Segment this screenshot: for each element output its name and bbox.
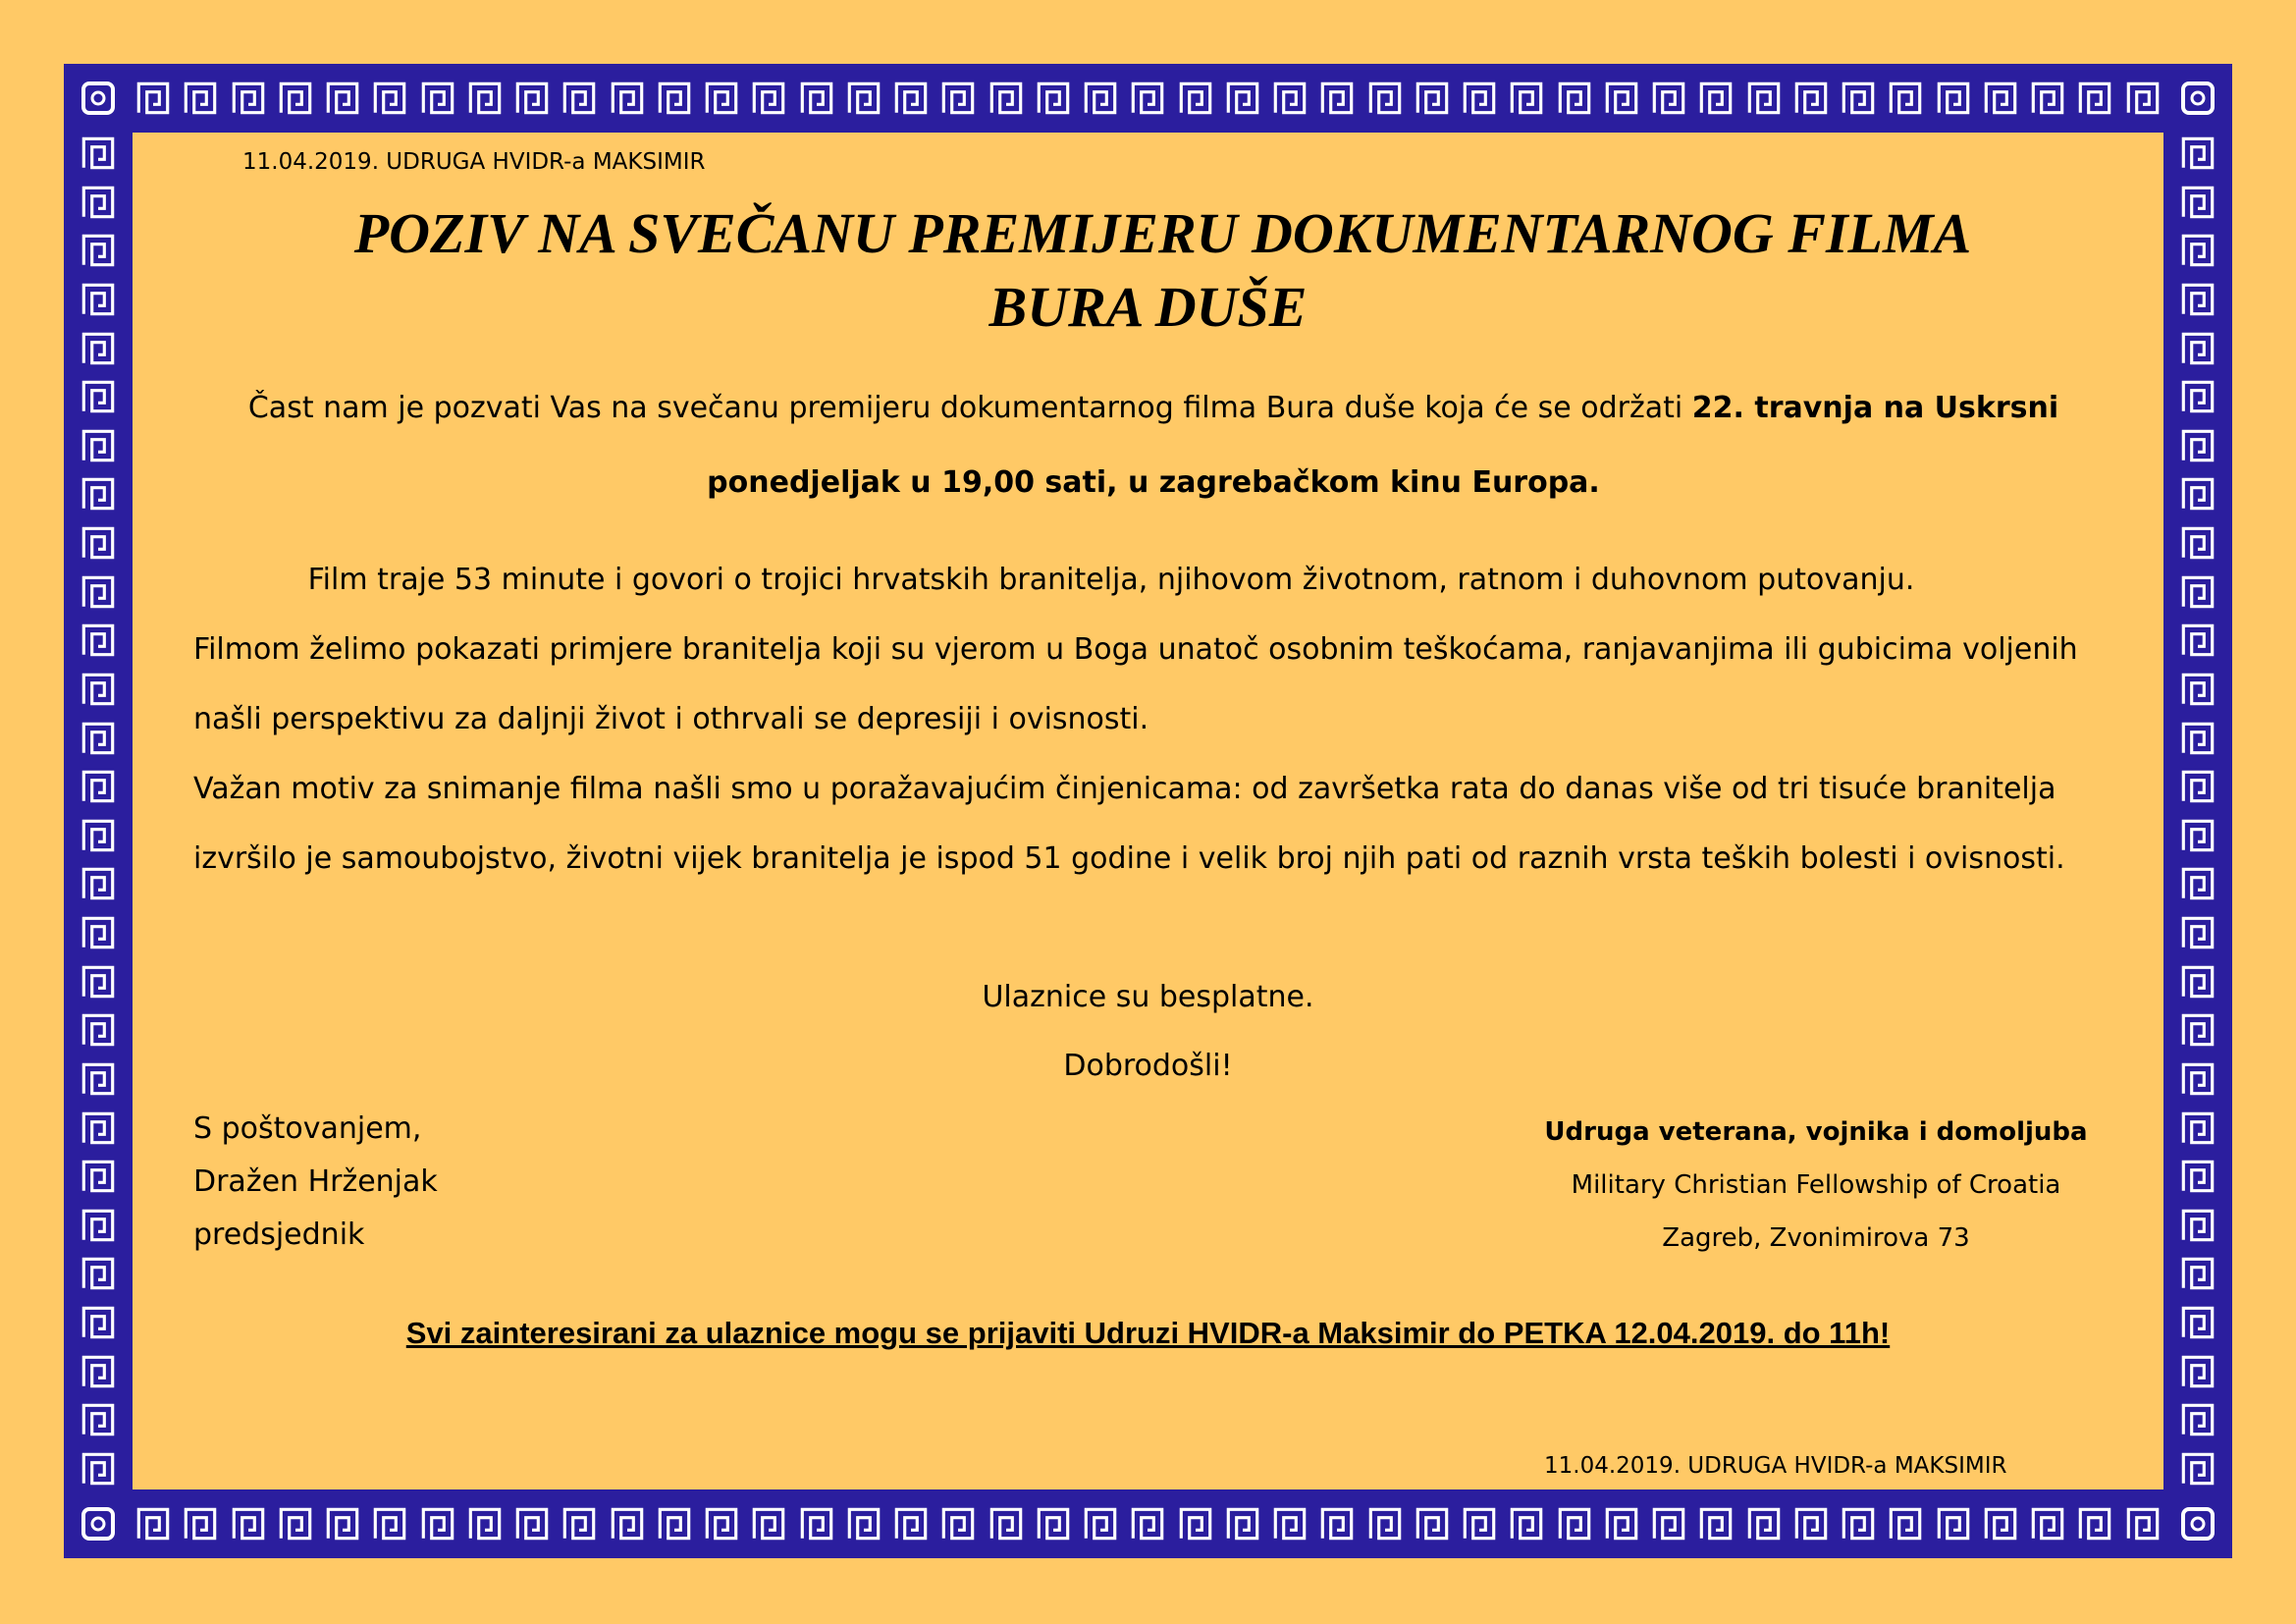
signatory-role: predsjednik bbox=[193, 1218, 365, 1252]
meander-tile-icon bbox=[1364, 78, 1406, 119]
meander-tile-icon bbox=[559, 1503, 600, 1544]
meander-tile-icon bbox=[133, 1503, 174, 1544]
meander-tile-icon bbox=[2177, 1399, 2218, 1440]
meander-tile-icon bbox=[1790, 1503, 1832, 1544]
signatory-name: Dražen Hrženjak bbox=[193, 1164, 438, 1199]
meander-tile-icon bbox=[1554, 1503, 1595, 1544]
meander-tile-icon bbox=[2074, 78, 2115, 119]
meander-tile-icon bbox=[1695, 1503, 1736, 1544]
meander-tile-icon bbox=[78, 376, 119, 417]
tickets-free-text: Ulaznice su besplatne. bbox=[982, 980, 1314, 1014]
meander-tile-icon bbox=[2177, 522, 2218, 564]
meander-tile-icon bbox=[78, 473, 119, 514]
meander-tile-icon bbox=[654, 78, 695, 119]
meander-tile-icon bbox=[1459, 78, 1500, 119]
meander-tile-icon bbox=[1033, 1503, 1074, 1544]
organization-block bbox=[1472, 1106, 2160, 1265]
meander-tile-icon bbox=[1790, 78, 1832, 119]
meander-tile-icon bbox=[1080, 1503, 1121, 1544]
meander-tile-icon bbox=[843, 78, 884, 119]
meander-tile-icon bbox=[654, 1503, 695, 1544]
meander-tile-icon bbox=[369, 1503, 410, 1544]
meander-tile-icon bbox=[1601, 1503, 1642, 1544]
meander-tile-icon bbox=[417, 78, 458, 119]
meander-tile-icon bbox=[1222, 1503, 1263, 1544]
meander-tile-icon bbox=[559, 78, 600, 119]
meander-tile-icon bbox=[2177, 1108, 2218, 1149]
meander-tile-icon bbox=[322, 78, 363, 119]
meander-tile-icon bbox=[2177, 620, 2218, 661]
meander-tile-icon bbox=[464, 78, 506, 119]
meander-tile-icon bbox=[1980, 78, 2021, 119]
meander-tile-icon bbox=[701, 1503, 742, 1544]
footer-date-line: 11.04.2019. UDRUGA HVIDR-a MAKSIMIR bbox=[1544, 1453, 2007, 1479]
meander-tile-icon bbox=[78, 620, 119, 661]
header-date-line: 11.04.2019. UDRUGA HVIDR-a MAKSIMIR bbox=[242, 149, 706, 175]
organization-address: Zagreb, Zvonimirova 73 bbox=[1662, 1223, 1970, 1253]
intro-highlight: 22. travnja na Uskrsni ponedjeljak u 19,00 sati, u zagrebačkom kinu Europa. bbox=[707, 391, 2059, 500]
meander-tile-icon bbox=[180, 1503, 221, 1544]
invitation-title: POZIV NA SVEČANU PREMIJERU DOKUMENTARNOG FILMA bbox=[353, 201, 1972, 265]
meander-tile-icon bbox=[1838, 1503, 1879, 1544]
meander-tile-icon bbox=[1648, 78, 1689, 119]
meander-tile-icon bbox=[228, 1503, 269, 1544]
meander-tile-icon bbox=[1506, 1503, 1547, 1544]
meander-tile-icon bbox=[2177, 863, 2218, 904]
meander-tile-icon bbox=[78, 1156, 119, 1197]
meander-tile-icon bbox=[2177, 1156, 2218, 1197]
meander-tile-icon bbox=[796, 1503, 837, 1544]
meander-tile-icon bbox=[1838, 78, 1879, 119]
meander-tile-icon bbox=[1364, 1503, 1406, 1544]
meander-tile-icon bbox=[1127, 1503, 1168, 1544]
description-paragraph-3: Važan motiv za snimanje filma našli smo u poražavajućim činjenicama: od završetka rata do danas više od tri tisuće branitelja izvršilo je samoubojstvo, životni vijek branitelja je ispod 51 godine i velik broj njih pati od raznih vrsta teških bolesti i ovisnosti. bbox=[193, 772, 2065, 876]
meander-tile-icon bbox=[2074, 1503, 2115, 1544]
meander-tile-icon bbox=[937, 1503, 979, 1544]
meander-tile-icon bbox=[78, 522, 119, 564]
meander-tile-icon bbox=[78, 1448, 119, 1489]
intro-text: Čast nam je pozvati Vas na svečanu premijeru dokumentarnog filma Bura duše koja će se održati bbox=[247, 391, 1692, 425]
meander-tile-icon bbox=[1743, 78, 1785, 119]
meander-tile-icon bbox=[607, 1503, 648, 1544]
meander-tile-icon bbox=[275, 1503, 316, 1544]
meander-tile-icon bbox=[78, 1009, 119, 1051]
meander-tile-icon bbox=[796, 78, 837, 119]
meander-tile-icon bbox=[2177, 766, 2218, 807]
meander-tile-icon bbox=[2027, 78, 2068, 119]
meander-tile-icon bbox=[1316, 78, 1358, 119]
meander-tile-icon bbox=[78, 766, 119, 807]
meander-tile-icon bbox=[1269, 78, 1310, 119]
intro-paragraph bbox=[177, 371, 2130, 520]
meander-tile-icon bbox=[1648, 1503, 1689, 1544]
meander-tile-icon bbox=[322, 1503, 363, 1544]
meander-tile-icon bbox=[1695, 78, 1736, 119]
meander-tile-icon bbox=[2177, 1448, 2218, 1489]
meander-tile-icon bbox=[1743, 1503, 1785, 1544]
corner-ornament-icon bbox=[64, 1489, 133, 1558]
meander-tile-icon bbox=[180, 78, 221, 119]
signature-left bbox=[193, 1103, 438, 1262]
welcome-text: Dobrodošli! bbox=[1063, 1049, 1233, 1083]
meander-tile-icon bbox=[748, 78, 789, 119]
meander-tile-icon bbox=[78, 1205, 119, 1246]
meander-tile-icon bbox=[701, 78, 742, 119]
meander-tile-icon bbox=[1316, 1503, 1358, 1544]
meander-tile-icon bbox=[78, 718, 119, 759]
meander-tile-icon bbox=[2177, 425, 2218, 466]
corner-ornament-icon bbox=[64, 64, 133, 133]
meander-tile-icon bbox=[2177, 718, 2218, 759]
meander-tile-icon bbox=[937, 78, 979, 119]
meander-tile-icon bbox=[78, 815, 119, 856]
meander-tile-icon bbox=[511, 78, 553, 119]
meander-tile-icon bbox=[843, 1503, 884, 1544]
meander-tile-icon bbox=[986, 1503, 1027, 1544]
meander-tile-icon bbox=[2177, 1351, 2218, 1392]
meander-tile-icon bbox=[890, 78, 932, 119]
meander-tile-icon bbox=[1412, 1503, 1453, 1544]
organization-english-name: Military Christian Fellowship of Croatia bbox=[1571, 1170, 2061, 1200]
meander-tile-icon bbox=[2027, 1503, 2068, 1544]
meander-tile-icon bbox=[417, 1503, 458, 1544]
meander-tile-icon bbox=[748, 1503, 789, 1544]
film-title: BURA DUŠE bbox=[988, 275, 1308, 339]
meander-band-bottom bbox=[133, 1489, 2163, 1558]
meander-tile-icon bbox=[1459, 1503, 1500, 1544]
meander-tile-icon bbox=[511, 1503, 553, 1544]
meander-tile-icon bbox=[369, 78, 410, 119]
meander-tile-icon bbox=[228, 78, 269, 119]
meander-tile-icon bbox=[2177, 1009, 2218, 1051]
corner-ornament-icon bbox=[2163, 1489, 2232, 1558]
meander-tile-icon bbox=[1412, 78, 1453, 119]
meander-tile-icon bbox=[1175, 78, 1216, 119]
meander-tile-icon bbox=[2177, 912, 2218, 953]
film-description bbox=[193, 545, 2108, 893]
meander-tile-icon bbox=[78, 571, 119, 613]
meander-tile-icon bbox=[1933, 78, 1974, 119]
meander-tile-icon bbox=[78, 1399, 119, 1440]
meander-tile-icon bbox=[2177, 473, 2218, 514]
meander-tile-icon bbox=[464, 1503, 506, 1544]
meander-tile-icon bbox=[1269, 1503, 1310, 1544]
meander-tile-icon bbox=[78, 912, 119, 953]
meander-tile-icon bbox=[78, 425, 119, 466]
greeting: S poštovanjem, bbox=[193, 1111, 422, 1146]
meander-tile-icon bbox=[1175, 1503, 1216, 1544]
meander-tile-icon bbox=[1080, 78, 1121, 119]
meander-tile-icon bbox=[890, 1503, 932, 1544]
meander-tile-icon bbox=[2122, 1503, 2163, 1544]
meander-tile-icon bbox=[1933, 1503, 1974, 1544]
meander-tile-icon bbox=[275, 78, 316, 119]
meander-tile-icon bbox=[2177, 815, 2218, 856]
meander-tile-icon bbox=[2122, 78, 2163, 119]
meander-tile-icon bbox=[1222, 78, 1263, 119]
meander-tile-icon bbox=[2177, 571, 2218, 613]
meander-tile-icon bbox=[2177, 133, 2218, 174]
meander-tile-icon bbox=[2177, 669, 2218, 710]
meander-tile-icon bbox=[78, 133, 119, 174]
meander-tile-icon bbox=[1885, 78, 1926, 119]
meander-tile-icon bbox=[78, 863, 119, 904]
meander-tile-icon bbox=[78, 669, 119, 710]
meander-tile-icon bbox=[986, 78, 1027, 119]
corner-ornament-icon bbox=[2163, 64, 2232, 133]
meander-tile-icon bbox=[2177, 1253, 2218, 1294]
organization-name: Udruga veterana, vojnika i domoljuba bbox=[1544, 1117, 2088, 1147]
registration-notice: Svi zainteresirani za ulaznice mogu se prijaviti Udruzi HVIDR-a Maksimir do PETKA 12.04.2019. do 11h! bbox=[405, 1316, 1891, 1350]
meander-band-top bbox=[133, 64, 2163, 133]
meander-tile-icon bbox=[133, 78, 174, 119]
meander-tile-icon bbox=[78, 1253, 119, 1294]
meander-tile-icon bbox=[1885, 1503, 1926, 1544]
meander-tile-icon bbox=[2177, 1205, 2218, 1246]
meander-tile-icon bbox=[1980, 1503, 2021, 1544]
meander-tile-icon bbox=[1506, 78, 1547, 119]
meander-tile-icon bbox=[1554, 78, 1595, 119]
description-paragraph-2: Filmom želimo pokazati primjere branitelja koji su vjerom u Boga unatoč osobnim teškoćama, ranjavanjima ili gubicima voljenih našli perspektivu za daljnji život i othrvali se depresiji i ovisnosti. bbox=[193, 632, 2078, 736]
meander-tile-icon bbox=[1601, 78, 1642, 119]
description-paragraph-1: Film traje 53 minute i govori o trojici hrvatskih branitelja, njihovom životnom, ratnom i duhovnom putovanju. bbox=[307, 563, 1915, 597]
meander-tile-icon bbox=[78, 1108, 119, 1149]
meander-tile-icon bbox=[607, 78, 648, 119]
meander-tile-icon bbox=[78, 1351, 119, 1392]
meander-tile-icon bbox=[2177, 376, 2218, 417]
meander-tile-icon bbox=[1033, 78, 1074, 119]
meander-tile-icon bbox=[1127, 78, 1168, 119]
